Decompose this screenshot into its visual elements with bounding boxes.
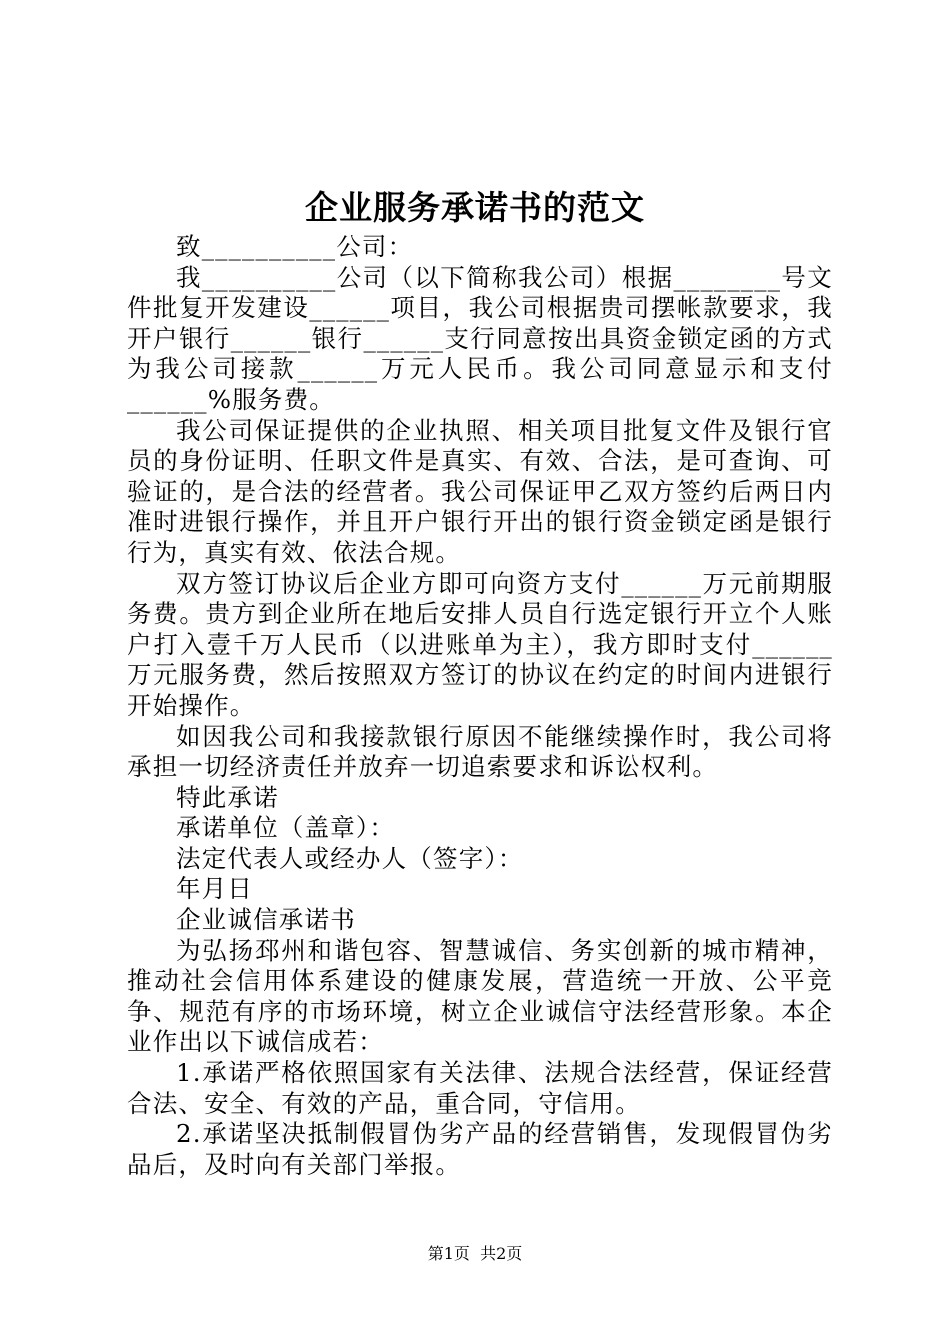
page-footer <box>0 1244 950 1264</box>
section-heading: 企业诚信承诺书 <box>176 905 356 935</box>
closing-line: 特此承诺 <box>176 782 279 812</box>
body-paragraph: 如因我公司和我接款银行原因不能继续操作时，我公司将承担一切经济责任并放弃一切追索要求和诉讼权利。 <box>127 721 833 782</box>
list-item: 1.承诺严格依照国家有关法律、法规合法经营，保证经营合法、安全、有效的产品，重合同，守信用。 <box>127 1058 833 1118</box>
signature-unit-line: 承诺单位（盖章）： <box>176 813 396 843</box>
addressee-line: 致__________公司： <box>176 232 414 261</box>
page-total: 共2页 <box>480 1244 523 1263</box>
body-paragraph: 我公司保证提供的企业执照、相关项目批复文件及银行官员的身份证明、任职文件是真实、有效、合法，是可查询、可验证的，是合法的经营者。我公司保证甲乙双方签约后两日内准时进银行操作，并且开户银行开出的银行资金锁定函是银行行为，真实有效、依法合规。 <box>127 415 833 567</box>
body-paragraph: 为弘扬邳州和谐包容、智慧诚信、务实创新的城市精神，推动社会信用体系建设的健康发展，营造统一开放、公平竞争、规范有序的市场环境，树立企业诚信守法经营形象。本企业作出以下诚信成若： <box>127 935 833 1057</box>
document-body <box>127 232 833 1180</box>
body-paragraph: 双方签订协议后企业方即可向资方支付______万元前期服务费。贵方到企业所在地后安排人员自行选定银行开立个人账户打入壹千万人民币（以进账单为主），我方即时支付______万元服务费，然后按照双方签订的协议在约定的时间内进银行开始操作。 <box>127 568 833 720</box>
list-item: 2.承诺坚决抵制假冒伪劣产品的经营销售，发现假冒伪劣品后，及时向有关部门举报。 <box>127 1119 833 1179</box>
body-paragraph: 我__________公司（以下简称我公司）根据________号文件批复开发建设______项目，我公司根据贵司摆帐款要求，我开户银行______银行______支行同意按出具资金锁定函的方式为我公司接款______万元人民币。我公司同意显示和支付______%服务费。 <box>127 262 833 414</box>
date-line: 年月日 <box>176 874 254 904</box>
document-title: 企业服务承诺书的范文 <box>305 188 645 227</box>
signature-representative-line: 法定代表人或经办人（签字）： <box>176 843 524 873</box>
page-number: 第1页 <box>427 1244 470 1263</box>
